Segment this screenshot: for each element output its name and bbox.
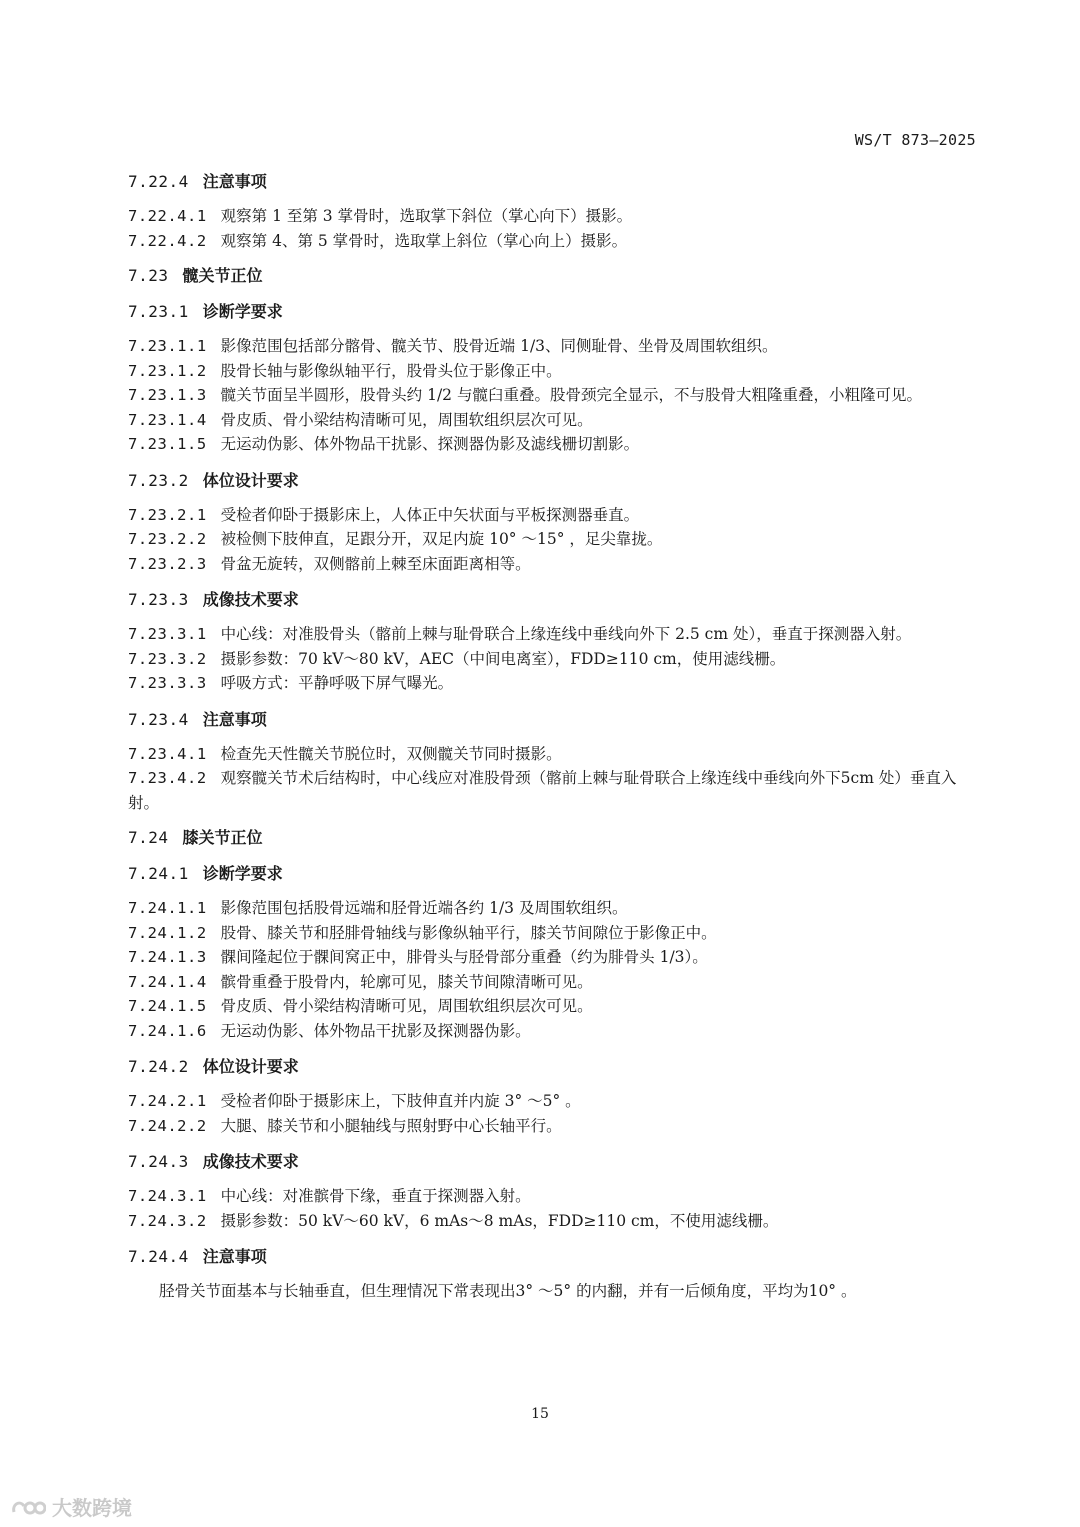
- clause-paragraph: [128, 1019, 978, 1044]
- clause-number: 7.23.1.2: [128, 361, 207, 380]
- clause-paragraph: [128, 742, 978, 767]
- clause-paragraph: [128, 1114, 978, 1139]
- clause-number: 7.24.2.1: [128, 1092, 207, 1110]
- clause-number: 7.23.3: [128, 590, 189, 609]
- section-heading: [128, 300, 978, 324]
- clause-number: 7.24.3.2: [128, 1211, 207, 1230]
- page-number: 15: [531, 1406, 549, 1422]
- clause-text: 诊断学要求: [202, 864, 283, 883]
- clause-number: 7.23: [128, 266, 169, 285]
- clause-paragraph: [128, 896, 978, 921]
- clause-text: 髌骨重叠于股骨内，轮廓可见，膝关节间隙清晰可见。: [220, 972, 593, 991]
- clause-paragraph: [128, 229, 978, 254]
- clause-number: 7.24.3: [128, 1152, 189, 1171]
- clause-paragraph: [128, 204, 978, 229]
- clause-number: 7.24: [128, 828, 169, 847]
- clause-text: 受检者仰卧于摄影床上，人体正中矢状面与平板探测器垂直。: [220, 505, 640, 524]
- clause-paragraph: [128, 334, 978, 359]
- section-heading: [128, 264, 978, 288]
- clause-number: 7.23.2.3: [128, 554, 207, 573]
- clause-number: 7.23.1: [128, 302, 189, 321]
- clause-number: 7.24.1.5: [128, 997, 207, 1015]
- clause-text: 中心线：对准髌骨下缘，垂直于探测器入射。: [220, 1187, 531, 1205]
- section-heading: [128, 862, 978, 886]
- clause-paragraph: [128, 647, 978, 672]
- clause-text: 股骨、膝关节和胫腓骨轴线与影像纵轴平行，膝关节间隙位于影像正中。: [220, 923, 717, 942]
- clause-paragraph: [128, 1279, 978, 1304]
- clause-text: 髁间隆起位于髁间窝正中，腓骨头与胫骨部分重叠（约为腓骨头 1/3）。: [220, 948, 708, 966]
- clause-number: 7.23.3.3: [128, 674, 207, 692]
- clause-text: 无运动伪影、体外物品干扰影及探测器伪影。: [220, 1021, 531, 1040]
- clause-text: 股骨长轴与影像纵轴平行，股骨头位于影像正中。: [220, 361, 562, 380]
- clause-paragraph: [128, 383, 978, 408]
- section-heading: [128, 469, 978, 493]
- clause-text: 摄影参数：70 kV～80 kV，AEC（中间电离室），FDD≥110 cm，使用滤线栅。: [220, 649, 786, 668]
- clause-paragraph: [128, 1089, 978, 1114]
- clause-text: 受检者仰卧于摄影床上，下肢伸直并内旋 3° ～5° 。: [220, 1092, 581, 1110]
- clause-number: 7.23.2.2: [128, 530, 207, 548]
- clause-paragraph: [128, 408, 978, 433]
- clause-number: 7.23.1.1: [128, 337, 207, 355]
- clause-number: 7.23.1.5: [128, 435, 207, 453]
- clause-text: 成像技术要求: [202, 1152, 299, 1171]
- section-heading: [128, 1055, 978, 1079]
- section-heading: [128, 826, 978, 850]
- clause-number: 7.23.2.1: [128, 505, 207, 524]
- clause-text: 观察第 4、第 5 掌骨时，选取掌上斜位（掌心向上）摄影。: [220, 231, 628, 250]
- clause-text: 骨盆无旋转，双侧髂前上棘至床面距离相等。: [220, 554, 531, 573]
- clause-text: 注意事项: [202, 172, 267, 191]
- clause-paragraph: [128, 552, 978, 577]
- clause-text: 影像范围包括股骨远端和胫骨近端各约 1/3 及周围软组织。: [220, 899, 628, 917]
- clause-number: 7.24.1.6: [128, 1021, 207, 1040]
- clause-paragraph: [128, 945, 978, 970]
- clause-paragraph: [128, 432, 978, 457]
- clause-text: 中心线：对准股骨头（髂前上棘与耻骨联合上缘连线中垂线向外下 2.5 cm 处），垂直于探测器入射。: [220, 625, 912, 643]
- clause-paragraph: [128, 359, 978, 384]
- clause-text: 注意事项: [202, 1247, 267, 1266]
- clause-text: 注意事项: [202, 709, 267, 729]
- clause-paragraph: [128, 527, 978, 552]
- clause-text: 观察第 1 至第 3 掌骨时，选取掌下斜位（掌心向下）摄影。: [220, 207, 633, 225]
- section-heading: [128, 1150, 978, 1174]
- clause-paragraph: [128, 994, 978, 1019]
- clause-number: 7.24.4: [128, 1247, 189, 1266]
- clause-number: 7.22.4.2: [128, 231, 207, 250]
- clause-number: 7.24.1.3: [128, 948, 207, 966]
- clause-paragraph: [128, 921, 978, 946]
- watermark-logo-icon: [10, 1496, 46, 1518]
- clause-number: 7.23.4: [128, 709, 189, 729]
- clause-text: 体位设计要求: [202, 470, 299, 490]
- clause-text: 骨皮质、骨小梁结构清晰可见，周围软组织层次可见。: [220, 410, 593, 429]
- clause-text: 观察髋关节术后结构时，中心线应对准股骨颈（髂前上棘与耻骨联合上缘连线中垂线向外下5cm 处）垂直入射。: [128, 769, 957, 812]
- clause-number: 7.23.2: [128, 470, 189, 490]
- clause-number: 7.23.3.1: [128, 625, 207, 643]
- clause-number: 7.24.1.4: [128, 972, 207, 991]
- clause-paragraph: [128, 970, 978, 995]
- clause-number: 7.23.4.1: [128, 744, 207, 763]
- clause-number: 7.23.3.2: [128, 649, 207, 668]
- section-heading: [128, 1245, 978, 1269]
- document-body: [128, 170, 978, 1304]
- clause-text: 呼吸方式：平静呼吸下屏气曝光。: [220, 674, 454, 692]
- section-heading: [128, 588, 978, 612]
- standard-code: WS/T 873—2025: [854, 131, 976, 149]
- clause-text: 检查先天性髋关节脱位时，双侧髋关节同时摄影。: [220, 744, 562, 763]
- clause-number: 7.24.1.1: [128, 899, 207, 917]
- clause-text: 大腿、膝关节和小腿轴线与照射野中心长轴平行。: [220, 1116, 562, 1135]
- clause-text: 髋关节正位: [182, 266, 263, 285]
- clause-text: 摄影参数：50 kV～60 kV，6 mAs～8 mAs，FDD≥110 cm，不使用滤线栅。: [220, 1211, 779, 1230]
- clause-number: 7.24.2: [128, 1057, 189, 1076]
- clause-text: 骨皮质、骨小梁结构清晰可见，周围软组织层次可见。: [220, 997, 593, 1015]
- clause-paragraph: [128, 1184, 978, 1209]
- watermark-text: 大数跨境: [52, 1496, 132, 1520]
- clause-paragraph: [128, 1209, 978, 1234]
- clause-text: 胫骨关节面基本与长轴垂直，但生理情况下常表现出3° ～5° 的内翻，并有一后倾角度，平均为10° 。: [159, 1282, 857, 1300]
- clause-text: 膝关节正位: [182, 828, 263, 847]
- watermark: [10, 1492, 132, 1521]
- clause-number: 7.24.3.1: [128, 1187, 207, 1205]
- clause-text: 诊断学要求: [202, 302, 283, 321]
- clause-paragraph: [128, 503, 978, 528]
- clause-paragraph: [128, 766, 978, 815]
- section-heading: [128, 170, 978, 194]
- clause-number: 7.22.4: [128, 172, 189, 191]
- clause-text: 无运动伪影、体外物品干扰影、探测器伪影及滤线栅切割影。: [220, 435, 640, 453]
- clause-number: 7.24.2.2: [128, 1116, 207, 1135]
- clause-number: 7.24.1: [128, 864, 189, 883]
- clause-text: 成像技术要求: [202, 590, 299, 609]
- clause-text: 影像范围包括部分髂骨、髋关节、股骨近端 1/3、同侧耻骨、坐骨及周围软组织。: [220, 337, 778, 355]
- clause-number: 7.23.1.3: [128, 386, 207, 404]
- clause-number: 7.23.4.2: [128, 769, 207, 787]
- clause-number: 7.22.4.1: [128, 207, 207, 225]
- clause-paragraph: [128, 671, 978, 696]
- clause-number: 7.23.1.4: [128, 410, 207, 429]
- clause-paragraph: [128, 622, 978, 647]
- section-heading: [128, 708, 978, 732]
- clause-number: 7.24.1.2: [128, 923, 207, 942]
- clause-text: 体位设计要求: [202, 1057, 299, 1076]
- clause-text: 髋关节面呈半圆形，股骨头约 1/2 与髋臼重叠。股骨颈完全显示，不与股骨大粗隆重叠，小粗隆可见。: [220, 386, 922, 404]
- clause-text: 被检侧下肢伸直，足跟分开，双足内旋 10° ～15° ，足尖靠拢。: [220, 530, 663, 548]
